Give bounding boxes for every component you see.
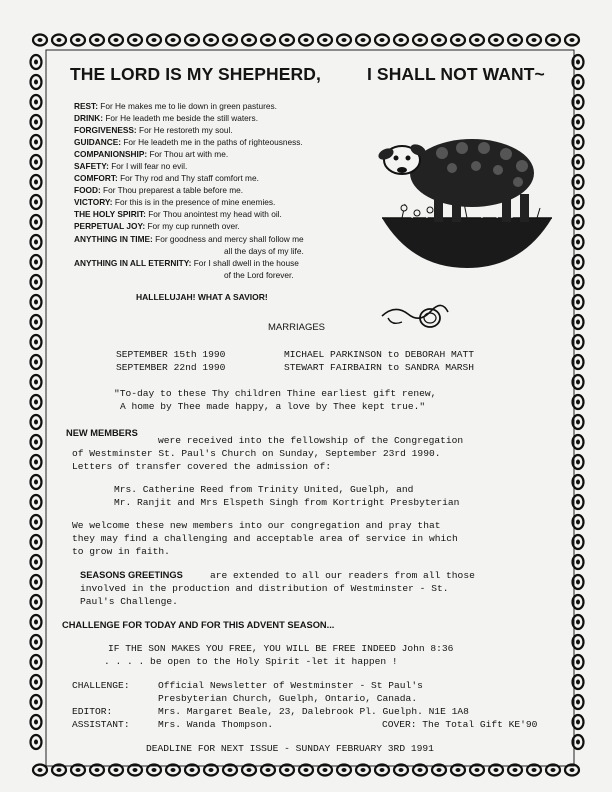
border-loop — [31, 615, 42, 629]
paragraph-line: of Westminster St. Paul's Church on Sunday, September 23rd 1990. — [72, 448, 441, 459]
border-loop — [31, 255, 42, 269]
border-loop — [31, 675, 42, 689]
border-loop — [31, 175, 42, 189]
title-part-2: I SHALL NOT WANT~ — [367, 64, 545, 84]
scripture-line: . . . . be open to the Holy Spirit -let it happen ! — [104, 656, 398, 667]
challenge-heading: CHALLENGE FOR TODAY AND FOR THIS ADVENT SEASON... — [62, 620, 335, 630]
paragraph-line: were received into the fellowship of the Congregation — [158, 435, 464, 446]
marriage-couple: STEWART FAIRBAIRN to SANDRA MARSH — [284, 362, 474, 373]
border-loop — [31, 575, 42, 589]
border-loop — [31, 155, 42, 169]
title-part-1: THE LORD IS MY SHEPHERD, — [70, 64, 321, 84]
border-loop — [31, 375, 42, 389]
border-loop — [31, 475, 42, 489]
masthead-value: COVER: The Total Gift KE'90 — [382, 719, 538, 730]
psalm-line: COMFORT: For Thy rod and Thy staff comfort me. — [74, 173, 259, 184]
psalm-line-continued: of the Lord forever. — [224, 269, 294, 280]
hallelujah-line: HALLELUJAH! WHAT A SAVIOR! — [136, 292, 268, 302]
border-loop — [185, 35, 199, 46]
scripture-line: IF THE SON MAKES YOU FREE, YOU WILL BE FREE INDEED John 8:36 — [108, 643, 454, 654]
border-loop — [451, 35, 465, 46]
border-loop — [31, 515, 42, 529]
border-loop — [432, 35, 446, 46]
paragraph-line: are extended to all our readers from all those — [210, 570, 475, 581]
border-loop — [223, 35, 237, 46]
border-loop — [90, 35, 104, 46]
border-loop — [31, 275, 42, 289]
psalm-line: REST: For He makes me to lie down in green pastures. — [74, 101, 277, 111]
border-loop — [31, 635, 42, 649]
border-loop — [31, 455, 42, 469]
masthead-value: Mrs. Margaret Beale, 23, Dalebrook Pl. Guelph. N1E 1A8 — [158, 706, 469, 717]
paragraph-line: Paul's Challenge. — [80, 596, 178, 607]
border-loop — [33, 35, 47, 46]
border-loop — [261, 35, 275, 46]
page-title — [70, 64, 570, 85]
border-loop — [31, 535, 42, 549]
border-loop — [31, 75, 42, 89]
psalm-line: GUIDANCE: For He leadeth me in the paths of righteousness. — [74, 137, 303, 148]
psalm-line: SAFETY: For I will fear no evil. — [74, 161, 188, 172]
border-loop — [31, 235, 42, 249]
border-loop — [31, 735, 42, 749]
paragraph-line: Letters of transfer covered the admission of: — [72, 461, 332, 472]
border-loop — [31, 55, 42, 69]
border-loop — [546, 35, 560, 46]
border-loop — [337, 35, 351, 46]
marriage-date: SEPTEMBER 22nd 1990 — [116, 362, 226, 373]
border-loop — [31, 715, 42, 729]
masthead-label: ASSISTANT: — [72, 719, 130, 730]
paragraph-line: they may find a challenging and acceptable area of service in which — [72, 533, 458, 544]
border-loop — [31, 215, 42, 229]
psalm-line: THE HOLY SPIRIT: For Thou anointest my head with oil. — [74, 209, 282, 220]
psalm-line: FORGIVENESS: For He restoreth my soul. — [74, 125, 233, 136]
border-loop — [565, 35, 579, 46]
psalm-line: PERPETUAL JOY: For my cup runneth over. — [74, 221, 240, 232]
border-loop — [470, 35, 484, 46]
marriage-verse: A home by Thee made happy, a love by Thee kept true." — [120, 401, 426, 412]
masthead-value: Presbyterian Church, Guelph, Ontario, Canada. — [158, 693, 418, 704]
border-loop — [109, 35, 123, 46]
psalm-line: ANYTHING IN TIME: For goodness and mercy shall follow me — [74, 233, 304, 244]
border-loop — [489, 35, 503, 46]
border-loop — [299, 35, 313, 46]
masthead-label: EDITOR: — [72, 706, 113, 717]
marriages-heading: MARRIAGES — [268, 322, 326, 333]
border-loop — [31, 135, 42, 149]
border-loop — [31, 315, 42, 329]
border-loop — [52, 35, 66, 46]
border-loop — [242, 35, 256, 46]
border-loop — [31, 695, 42, 709]
border-loop — [31, 295, 42, 309]
border-loop — [128, 35, 142, 46]
border-loop — [318, 35, 332, 46]
psalm-line: FOOD: For Thou preparest a table before me. — [74, 185, 244, 196]
border-loop — [31, 435, 42, 449]
border-loop — [31, 655, 42, 669]
psalm-line: VICTORY: For this is in the presence of mine enemies. — [74, 197, 276, 208]
border-loop — [508, 35, 522, 46]
psalm-line: COMPANIONSHIP: For Thou art with me. — [74, 149, 229, 160]
seasons-greetings-heading: SEASONS GREETINGS — [80, 570, 183, 580]
ribbon-knot-decoration — [380, 296, 450, 336]
border-loop — [31, 555, 42, 569]
masthead-value: Official Newsletter of Westminster - St Paul's — [158, 680, 423, 691]
psalm-list — [74, 100, 374, 281]
border-loop — [31, 195, 42, 209]
masthead-value: Mrs. Wanda Thompson. — [158, 719, 274, 730]
marriage-date: SEPTEMBER 15th 1990 — [116, 349, 226, 360]
border-loop — [375, 35, 389, 46]
psalm-line-continued: all the days of my life. — [224, 245, 304, 256]
border-loop — [166, 35, 180, 46]
border-loop — [31, 415, 42, 429]
new-members-heading: NEW MEMBERS — [66, 428, 138, 438]
border-loop — [280, 35, 294, 46]
border-loop — [31, 595, 42, 609]
border-loop — [356, 35, 370, 46]
border-loop — [31, 355, 42, 369]
border-loop — [31, 495, 42, 509]
border-loop — [31, 95, 42, 109]
border-loop — [394, 35, 408, 46]
paragraph-line: to grow in faith. — [72, 546, 170, 557]
border-loop — [33, 765, 47, 776]
psalm-line: ANYTHING IN ALL ETERNITY: For I shall dwell in the house — [74, 257, 299, 268]
psalm-line: DRINK: For He leadeth me beside the still waters. — [74, 113, 258, 124]
border-loop — [147, 35, 161, 46]
border-loop — [204, 35, 218, 46]
member-entry: Mr. Ranjit and Mrs Elspeth Singh from Kortright Presbyterian — [114, 497, 460, 508]
marriage-verse: "To-day to these Thy children Thine earliest gift renew, — [114, 388, 437, 399]
border-loop — [413, 35, 427, 46]
member-entry: Mrs. Catherine Reed from Trinity United, Guelph, and — [114, 484, 414, 495]
masthead-label: CHALLENGE: — [72, 680, 130, 691]
paragraph-line: involved in the production and distribution of Westminster - St. — [80, 583, 449, 594]
deadline-line: DEADLINE FOR NEXT ISSUE - SUNDAY FEBRUARY 3RD 1991 — [146, 743, 434, 754]
border-loop — [31, 395, 42, 409]
border-loop — [71, 35, 85, 46]
border-loop — [31, 115, 42, 129]
marriage-couple: MICHAEL PARKINSON to DEBORAH MATT — [284, 349, 474, 360]
border-loop — [31, 335, 42, 349]
sheep-illustration — [372, 118, 562, 278]
border-loop — [527, 35, 541, 46]
paragraph-line: We welcome these new members into our congregation and pray that — [72, 520, 441, 531]
